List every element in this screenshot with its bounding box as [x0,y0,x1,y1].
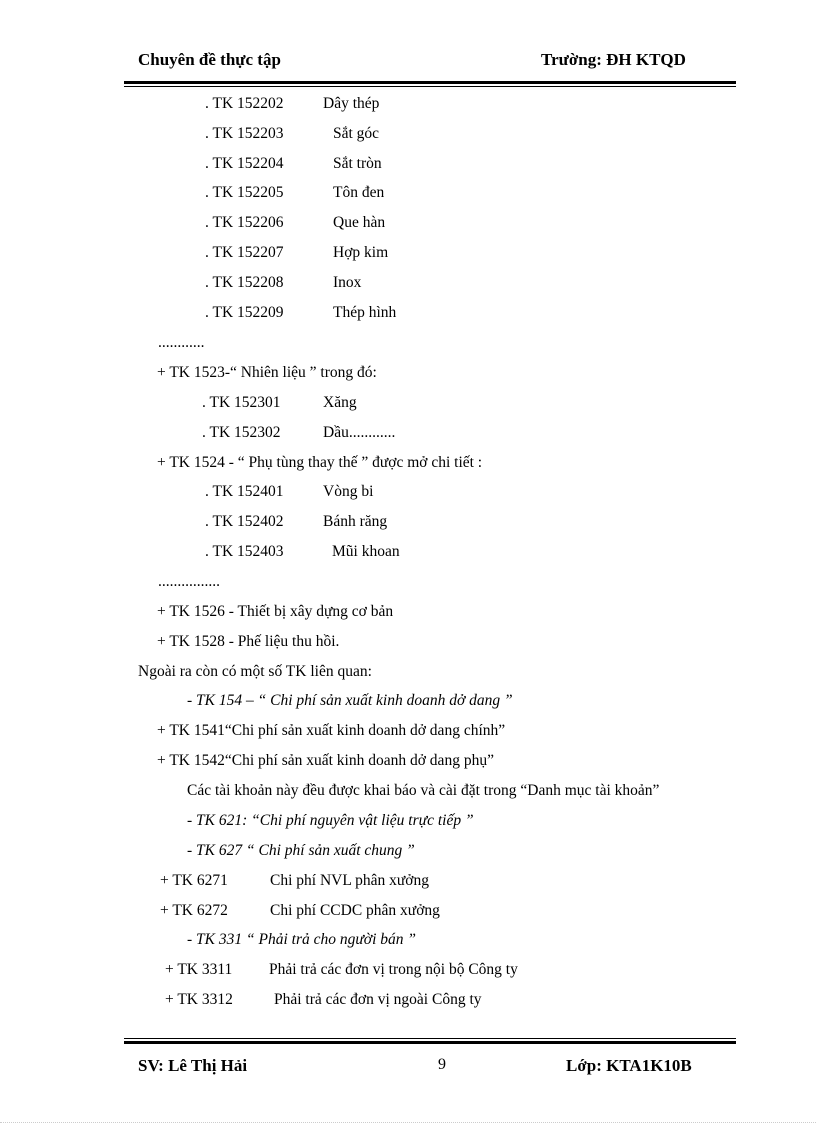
section-heading: - TK 627 “ Chi phí sản xuất chung ” [187,842,415,859]
header-rule-thick [124,81,736,84]
list-item: + TK 1542“Chi phí sản xuất kinh doanh dở dang phụ” [157,752,494,769]
list-item: . TK 152202 Dây thép [205,95,380,112]
list-item: . TK 152402 Bánh răng [205,513,388,530]
footer-student-name: SV: Lê Thị Hải [138,1056,248,1075]
list-item: . TK 152206 Que hàn [205,214,386,231]
list-item: . TK 152207 Hợp kim [205,244,389,261]
ellipsis-dots: ............ [158,334,205,351]
list-item: . TK 152204 Sắt tròn [205,155,382,172]
list-item: + TK 1523-“ Nhiên liệu ” trong đó: [157,364,377,381]
list-item: . TK 152302 Dầu............ [202,424,396,441]
footer-rule-thin [124,1038,736,1039]
paragraph: Các tài khoản này đều được khai báo và cài đặt trong “Danh mục tài khoản” [187,782,660,799]
list-item: . TK 152203 Sắt góc [205,125,380,142]
list-item: + TK 6271 Chi phí NVL phân xưởng [160,872,429,889]
list-item: . TK 152209 Thép hình [205,304,397,321]
list-item: + TK 6272 Chi phí CCDC phân xưởng [160,902,440,919]
list-item: + TK 1524 - “ Phụ tùng thay thế ” được mở chi tiết : [157,454,483,471]
list-item: . TK 152301 Xăng [202,394,357,411]
list-item: . TK 152401 Vòng bi [205,483,374,500]
header-right-school: Trường: ĐH KTQD [541,50,686,69]
list-item: + TK 1526 - Thiết bị xây dựng cơ bản [157,603,394,620]
page-number: 9 [438,1056,446,1073]
list-item: . TK 152205 Tôn đen [205,184,385,201]
list-item: + TK 3311 Phải trả các đơn vị trong nội bộ Công ty [165,961,518,978]
footer-class: Lớp: KTA1K10B [566,1056,692,1075]
footer-rule-thick [124,1041,736,1044]
header-left-title: Chuyên đề thực tập [138,50,281,69]
section-heading: - TK 621: “Chi phí nguyên vật liệu trực tiếp ” [187,812,474,829]
header-rule-thin [124,86,736,87]
list-item: + TK 1541“Chi phí sản xuất kinh doanh dở dang chính” [157,722,506,739]
section-heading: - TK 154 – “ Chi phí sản xuất kinh doanh dở dang ” [187,692,513,709]
list-item: + TK 3312 Phải trả các đơn vị ngoài Công ty [165,991,482,1008]
list-item: + TK 1528 - Phế liệu thu hồi. [157,633,340,650]
section-heading: - TK 331 “ Phải trả cho người bán ” [187,931,417,948]
paragraph: Ngoài ra còn có một số TK liên quan: [138,663,372,680]
list-item: . TK 152208 Inox [205,274,362,291]
list-item: . TK 152403 Mũi khoan [205,543,400,560]
ellipsis-dots: ................ [158,573,220,590]
